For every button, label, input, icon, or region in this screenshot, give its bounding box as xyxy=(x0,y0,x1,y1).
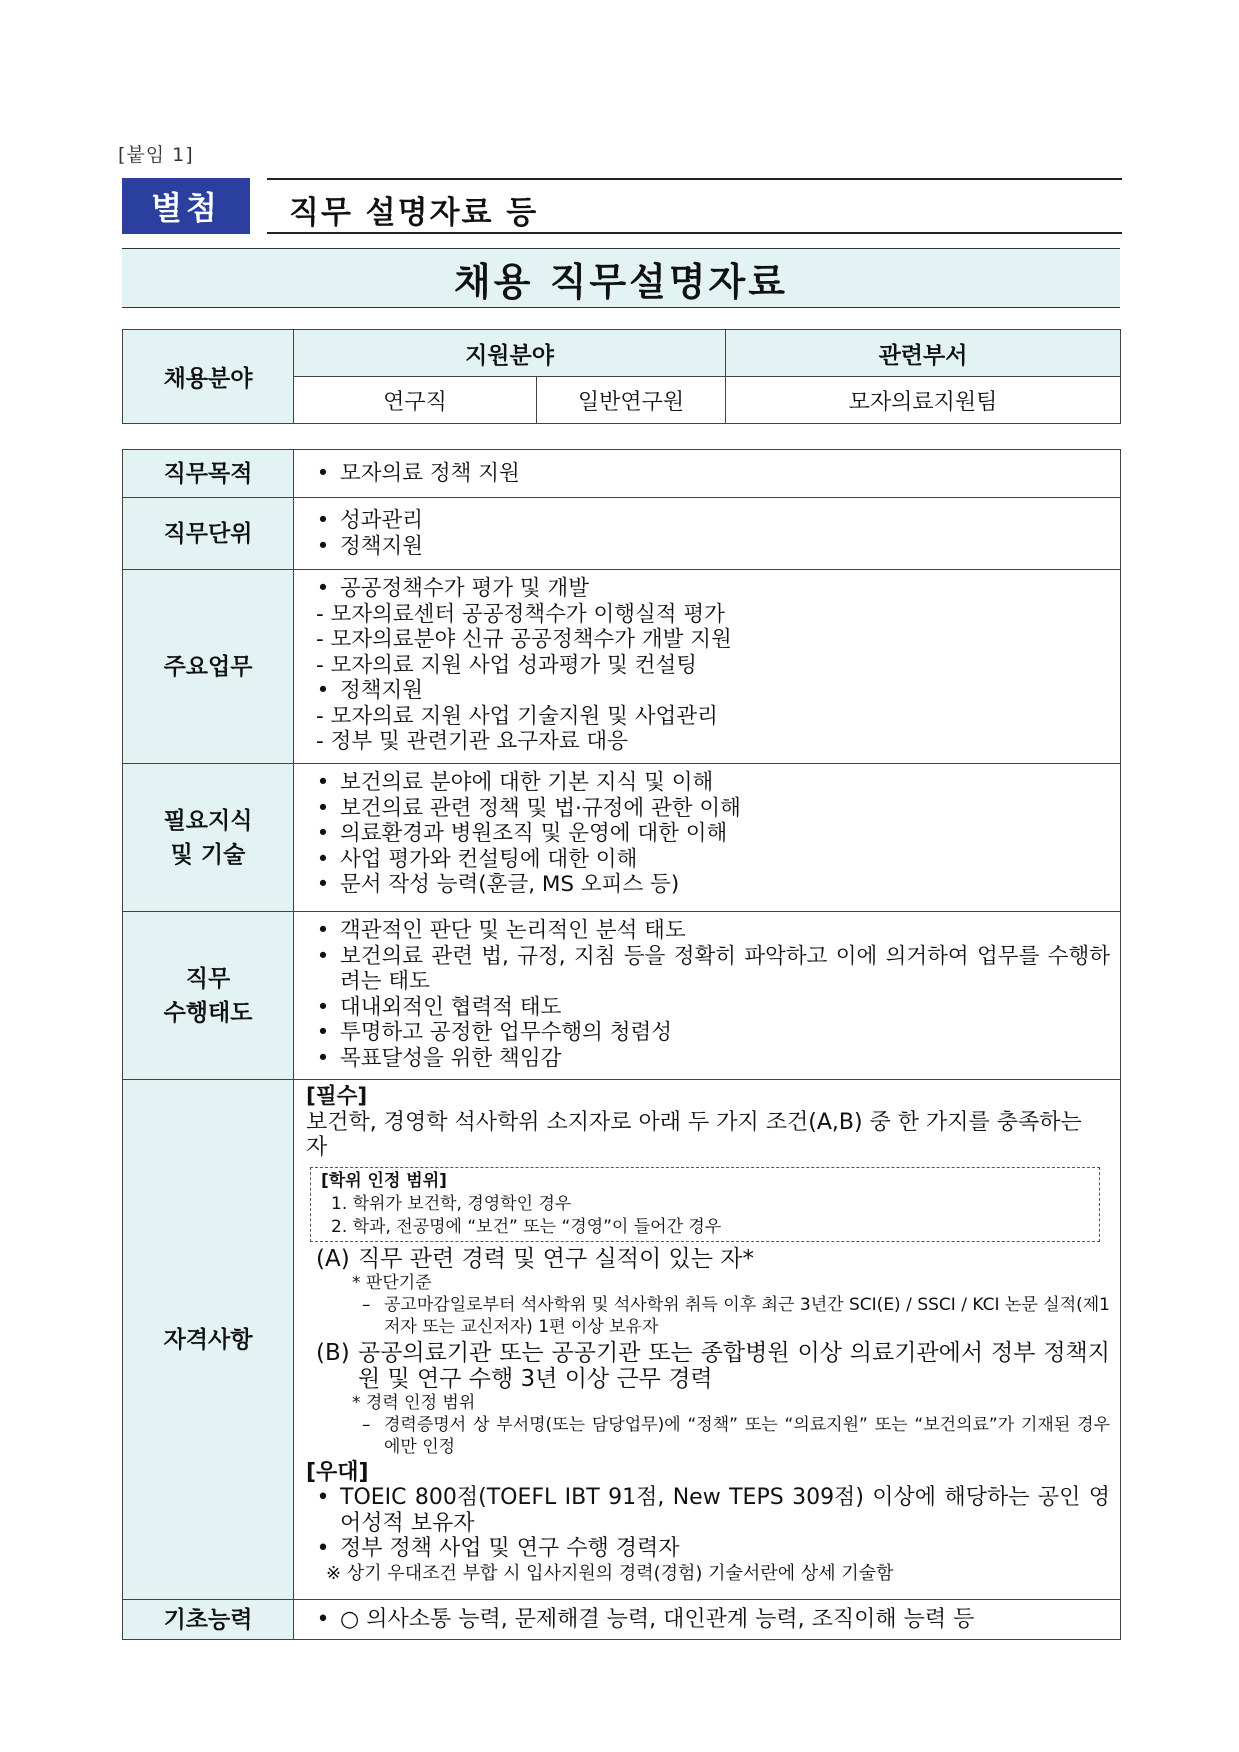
basic-ability-label: 기초능력 xyxy=(123,1600,294,1640)
preferred-note: ※ 상기 우대조건 부합 시 입사지원의 경력(경험) 기술서란에 상세 기술함 xyxy=(326,1562,894,1584)
main-title: 채용 직무설명자료 xyxy=(122,248,1120,308)
main-tasks-content xyxy=(294,570,1121,764)
list-item: • 보건의료 관련 법, 규정, 지침 등을 정확히 파악하고 이에 의거하여 업무를 수행하려는 태도 xyxy=(316,943,1110,994)
list-item: • 성과관리 xyxy=(316,508,424,533)
recruit-field-table xyxy=(122,329,1121,424)
required-title: [필수] xyxy=(306,1084,368,1109)
recruit-field-label: 채용분야 xyxy=(123,330,294,424)
attachment-badge: 별첨 xyxy=(122,178,250,234)
list-subitem: - 모자의료분야 신규 공공정책수가 개발 지원 xyxy=(316,627,732,652)
list-subitem: - 모자의료 지원 사업 성과평가 및 컨설팅 xyxy=(316,652,698,678)
header-title-box xyxy=(267,178,1122,234)
degree-range-item: 2. 학과, 전공명에 “보건” 또는 “경영”이 들어간 경우 xyxy=(331,1216,722,1237)
dept-header: 관련부서 xyxy=(726,330,1121,377)
apply-field-header: 지원분야 xyxy=(294,330,726,377)
qualification-label: 자격사항 xyxy=(123,1080,294,1600)
list-item: • 정책지원 xyxy=(316,678,424,703)
section-header xyxy=(122,178,1122,234)
header-title: 직무 설명자료 등 xyxy=(289,195,539,231)
list-item: • 투명하고 공정한 업무수행의 청렴성 xyxy=(316,1020,673,1045)
list-item: • 대내외적인 협력적 태도 xyxy=(316,994,562,1020)
unit-label: 직무단위 xyxy=(123,498,294,570)
knowledge-content xyxy=(294,764,1121,912)
condition-a-note: * 판단기준 xyxy=(352,1272,432,1293)
list-item: • 목표달성을 위한 책임감 xyxy=(316,1045,562,1071)
list-item: • 사업 평가와 컨설팅에 대한 이해 xyxy=(316,846,638,872)
list-subitem: - 모자의료센터 공공정책수가 이행실적 평가 xyxy=(316,601,725,627)
required-text: 보건학, 경영학 석사학위 소지자로 아래 두 가지 조건(A,B) 중 한 가지를 충족하는 자 xyxy=(306,1109,1082,1160)
main-tasks-label: 주요업무 xyxy=(123,570,294,764)
list-item: • 문서 작성 능력(훈글, MS 오피스 등) xyxy=(316,872,680,897)
knowledge-label: 필요지식 및 기술 xyxy=(123,764,294,912)
list-item: • 객관적인 판단 및 논리적인 분석 태도 xyxy=(316,918,686,943)
list-item: • TOEIC 800점(TOEFL IBT 91점, New TEPS 309점) 이상에 해당하는 공인 영어성적 보유자 xyxy=(316,1485,1110,1536)
condition-a-detail: – 공고마감일로부터 석사학위 및 석사학위 취득 이후 최근 3년간 SCI(E) / SSCI / KCI 논문 실적(제1저자 또는 교신저자) 1편 이상 보유자 xyxy=(362,1294,1110,1337)
qualification-content xyxy=(294,1080,1121,1600)
list-item: • 공공정책수가 평가 및 개발 xyxy=(316,576,589,601)
condition-a: (A) 직무 관련 경력 및 연구 실적이 있는 자* xyxy=(316,1245,754,1272)
list-item: • ○ 의사소통 능력, 문제해결 능력, 대인관계 능력, 조직이해 능력 등 xyxy=(316,1606,975,1632)
list-item: • 정책지원 xyxy=(316,533,424,559)
degree-range-item: 1. 학위가 보건학, 경영학인 경우 xyxy=(331,1193,572,1214)
unit-content xyxy=(294,498,1121,570)
job-description-table xyxy=(122,449,1121,1640)
attitude-content xyxy=(294,912,1121,1080)
list-item: • 정부 정책 사업 및 연구 수행 경력자 xyxy=(316,1536,680,1561)
condition-b: (B) 공공의료기관 또는 공공기관 또는 종합병원 이상 의료기관에서 정부 정책지원 및 연구 수행 3년 이상 근무 경력 xyxy=(316,1339,1110,1392)
degree-range-box xyxy=(310,1167,1100,1242)
list-item: • 모자의료 정책 지원 xyxy=(316,460,520,486)
attachment-label: [붙임 1] xyxy=(118,144,194,166)
list-item: • 보건의료 분야에 대한 기본 지식 및 이해 xyxy=(316,770,714,795)
dept-value: 모자의료지원팀 xyxy=(726,377,1121,424)
list-item: • 의료환경과 병원조직 및 운영에 대한 이해 xyxy=(316,821,728,846)
apply-field-category: 연구직 xyxy=(294,377,537,424)
list-item: • 보건의료 관련 정책 및 법·규정에 관한 이해 xyxy=(316,795,741,821)
basic-ability-content xyxy=(294,1600,1121,1640)
attitude-label: 직무 수행태도 xyxy=(123,912,294,1080)
condition-b-detail: – 경력증명서 상 부서명(또는 담당업무)에 “정책” 또는 “의료지원” 또는 “보건의료”가 기재된 경우에만 인정 xyxy=(362,1414,1110,1457)
list-subitem: - 모자의료 지원 사업 기술지원 및 사업관리 xyxy=(316,703,718,729)
list-subitem: - 정부 및 관련기관 요구자료 대응 xyxy=(316,729,628,754)
condition-b-note: * 경력 인정 범위 xyxy=(352,1392,476,1413)
degree-range-title: [학위 인정 범위] xyxy=(321,1170,447,1191)
apply-field-position: 일반연구원 xyxy=(537,377,726,424)
purpose-label: 직무목적 xyxy=(123,450,294,498)
purpose-content xyxy=(294,450,1121,498)
preferred-title: [우대] xyxy=(306,1459,369,1485)
